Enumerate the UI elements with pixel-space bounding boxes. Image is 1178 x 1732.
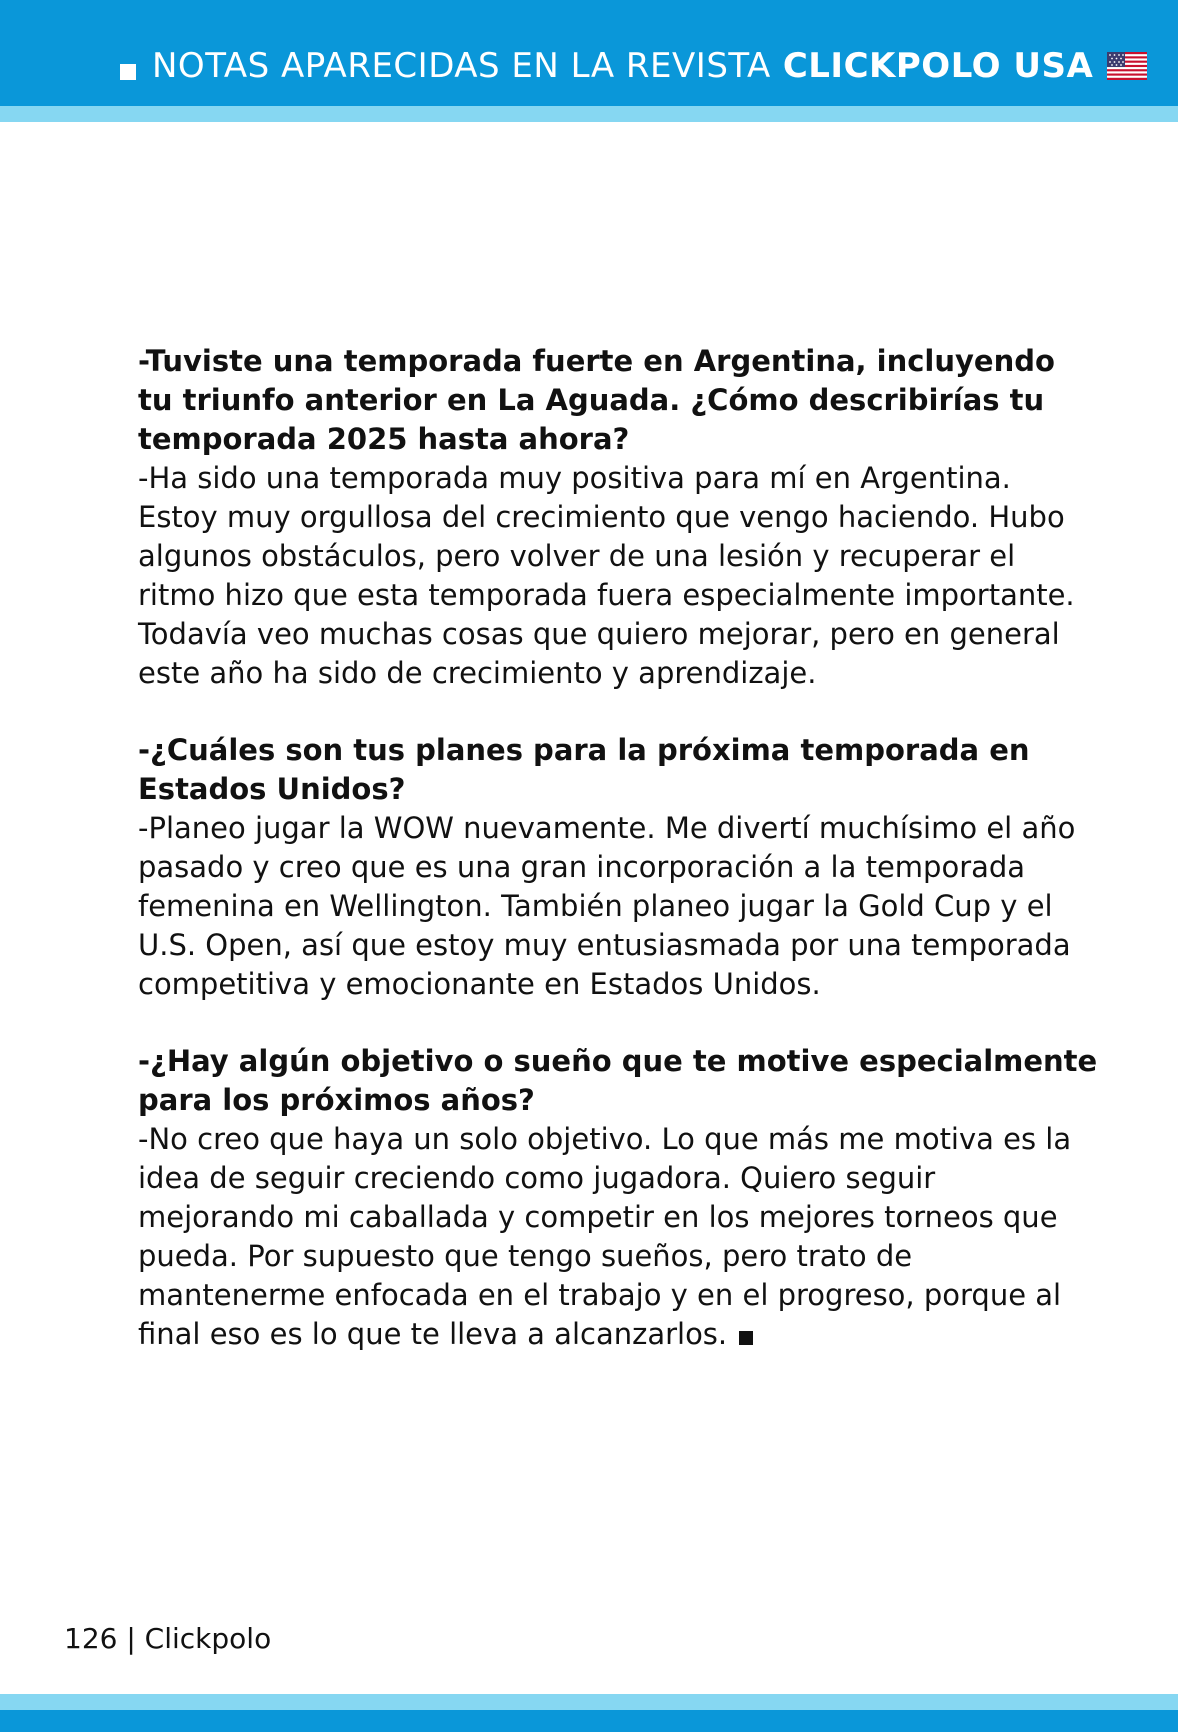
qa-block: [138, 1042, 1098, 1354]
question: -Tuviste una temporada fuerte en Argentina, incluyendo tu triunfo anterior en La Aguada. ¿Cómo describirías tu temporada 2025 hasta ahora?: [138, 344, 1055, 456]
footer-stripe: [0, 1694, 1178, 1710]
end-square-icon: [739, 1331, 753, 1345]
header-prefix: NOTAS APARECIDAS EN LA REVISTA: [152, 46, 771, 86]
footer-band: [0, 1710, 1178, 1732]
interview-body: [138, 342, 1098, 1392]
qa-block: [138, 342, 1098, 693]
header-stripe: [0, 106, 1178, 122]
question: -¿Hay algún objetivo o sueño que te motive especialmente para los próximos años?: [138, 1044, 1098, 1117]
answer-text: -No creo que haya un solo objetivo. Lo que más me motiva es la idea de seguir creciendo como jugadora. Quiero seguir mejorando mi caballada y competir en los mejores torneos que pueda. Por supuesto que tengo sueños, pero trato de mantenerme enfocada en el trabajo y en el progreso, porque al final eso es lo que te lleva a alcanzarlos.: [138, 1122, 1072, 1351]
header-brand: CLICKPOLO USA: [782, 46, 1094, 86]
answer: -Ha sido una temporada muy positiva para mí en Argentina. Estoy muy orgullosa del crecimiento que vengo haciendo. Hubo algunos obstáculos, pero volver de una lesión y recuperar el ritmo hizo que esta temporada fuera especialmente importante. Todavía veo muchas cosas que quiero mejorar, pero en general este año ha sido de crecimiento y aprendizaje.: [138, 461, 1075, 690]
answer-final: [138, 1120, 1098, 1354]
us-flag-icon: [1107, 52, 1147, 80]
question: -¿Cuáles son tus planes para la próxima temporada en Estados Unidos?: [138, 733, 1030, 806]
answer: -Planeo jugar la WOW nuevamente. Me divertí muchísimo el año pasado y creo que es una gran incorporación a la temporada femenina en Wellington. También planeo jugar la Gold Cup y el U.S. Open, así que estoy muy entusiasmada por una temporada competitiva y emocionante en Estados Unidos.: [138, 811, 1076, 1001]
bullet-square-icon: [120, 64, 136, 80]
section-header: [120, 44, 1147, 88]
qa-block: [138, 731, 1098, 1004]
page-footer: 126 | Clickpolo: [64, 1622, 272, 1655]
